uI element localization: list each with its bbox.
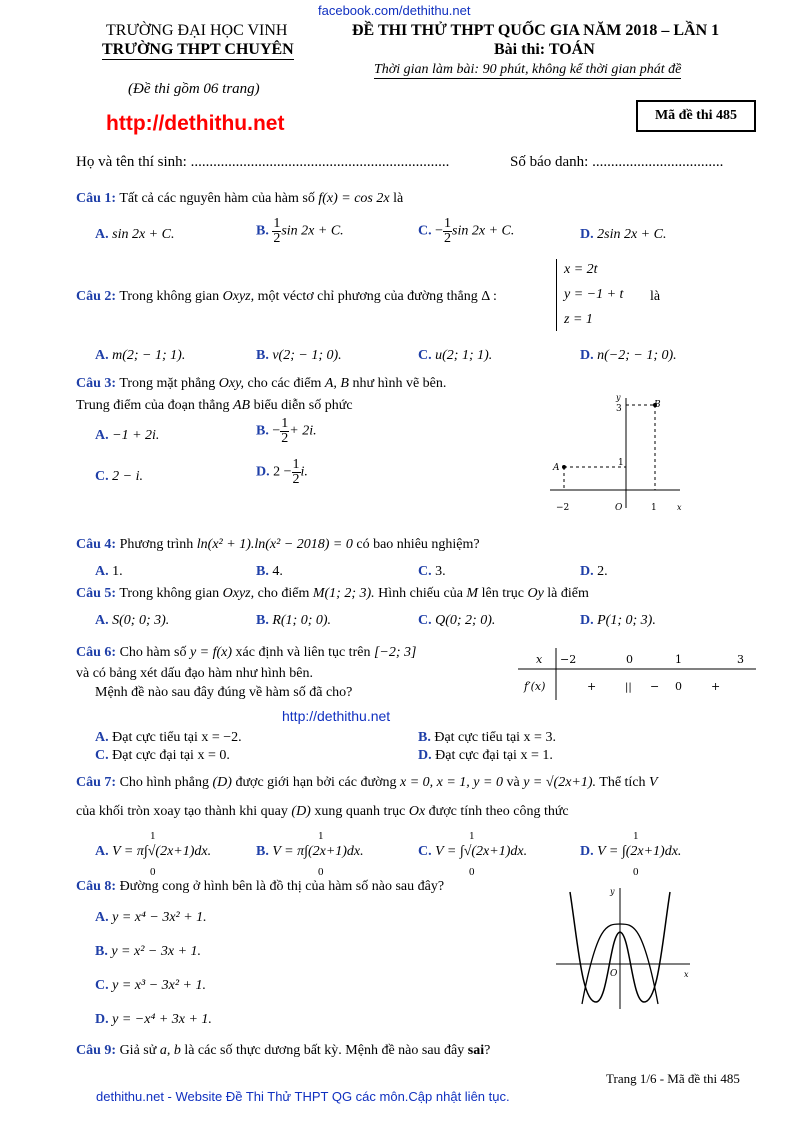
question-7-line2: của khối tròn xoay tạo thành khi quay (D) xung quanh trục Ox được tính theo công thức xyxy=(76,804,569,819)
option-c[interactable]: C. Đạt cực đại tại x = 0. xyxy=(95,748,230,763)
subject: Bài thi: TOÁN xyxy=(494,41,595,58)
option-b[interactable]: B. $\frac{1}{2}$ sin 2x + C. xyxy=(256,216,344,246)
tick-3: 3 xyxy=(616,404,622,414)
question-1: Câu 1: Tất cả các nguyên hàm của hàm số f(x) = cos 2x là xyxy=(76,191,404,206)
integral-lower: 0 xyxy=(318,866,324,878)
tick-1-x: 1 xyxy=(651,503,657,513)
exam-code-box: Mã đề thi 485 xyxy=(636,100,756,132)
option-d[interactable]: D. Đạt cực đại tại x = 1. xyxy=(418,748,553,763)
option-a[interactable]: A. 1. xyxy=(95,564,123,579)
question-8: Câu 8: Đường cong ở hình bên là đồ thị của hàm số nào sau đây? xyxy=(76,879,445,894)
table-v4: 3 xyxy=(737,653,744,666)
q3-coordinate-graph xyxy=(540,390,690,515)
table-x-label: x xyxy=(536,653,543,666)
option-a[interactable]: A. Đạt cực tiểu tại x = −2. xyxy=(95,730,242,745)
sign-1: + xyxy=(587,680,597,693)
integral-lower: 0 xyxy=(469,866,475,878)
option-c[interactable]: C. Q(0; 2; 0). xyxy=(418,613,496,628)
question-label: Câu 1: xyxy=(76,191,117,206)
option-d[interactable]: D. 2 − $\frac{1}{2}$ i. xyxy=(256,457,308,487)
option-d[interactable]: D. P(1; 0; 3). xyxy=(580,613,656,628)
option-b[interactable]: B. y = x² − 3x + 1. xyxy=(95,944,202,959)
y-axis-label: y xyxy=(610,887,615,896)
question-3: Câu 3: Trong mặt phẳng Oxy, cho các điểm A, B như hình vẽ bên. xyxy=(76,376,447,391)
mid-link[interactable]: http://dethithu.net xyxy=(282,708,391,724)
page-number: Trang 1/6 - Mã đề thi 485 xyxy=(606,1071,740,1086)
integral-upper: 1 xyxy=(318,830,324,842)
sign-4: 0 xyxy=(675,680,682,693)
exam-title: ĐỀ THI THỬ THPT QUỐC GIA NĂM 2018 – LẦN 1 xyxy=(352,22,720,39)
option-a[interactable]: A. y = x⁴ − 3x² + 1. xyxy=(95,910,207,925)
option-a[interactable]: A. m(2; − 1; 1). xyxy=(95,348,186,363)
footer-note[interactable]: dethithu.net - Website Đề Thi Thử THPT QG các môn.Cập nhật liên tục. xyxy=(96,1089,510,1104)
question-5: Câu 5: Trong không gian Oxyz, cho điểm M(1; 2; 3). Hình chiếu của M lên trục Oy là điểm xyxy=(76,586,589,601)
pages-note: (Đề thi gồm 06 trang) xyxy=(128,81,260,97)
system-line-2: y = −1 + t xyxy=(564,287,624,302)
option-a[interactable]: A. sin 2x + C. xyxy=(95,227,175,242)
table-v1: −2 xyxy=(560,653,577,666)
system-brace xyxy=(556,259,563,331)
option-c[interactable]: C. − $\frac{1}{2}$ sin 2x + C. xyxy=(418,216,515,246)
student-id-field[interactable]: Số báo danh: ................................... xyxy=(510,154,724,170)
option-a[interactable]: A. −1 + 2i. xyxy=(95,428,160,443)
y-axis-label: y xyxy=(616,393,621,402)
university-name: TRƯỜNG ĐẠI HỌC VINH xyxy=(106,22,288,39)
table-v3: 1 xyxy=(675,653,682,666)
sign-table xyxy=(518,648,758,702)
integral-upper: 1 xyxy=(150,830,156,842)
label-a: A xyxy=(553,463,560,473)
option-b[interactable]: B. − $\frac{1}{2}$ + 2i. xyxy=(256,416,317,446)
school-name: TRƯỜNG THPT CHUYÊN xyxy=(102,41,294,58)
option-c[interactable]: C. y = x³ − 3x² + 1. xyxy=(95,978,207,993)
sign-5: + xyxy=(711,680,721,693)
option-a[interactable]: A. V = π∫√(2x+1)dx. xyxy=(95,844,212,859)
student-name-field[interactable]: Họ và tên thí sinh: ..................................................................... xyxy=(76,154,450,170)
option-d[interactable]: D. V = ∫(2x+1)dx. xyxy=(580,844,682,859)
integral-upper: 1 xyxy=(633,830,639,842)
option-b[interactable]: B. Đạt cực tiểu tại x = 3. xyxy=(418,730,556,745)
option-b[interactable]: B. V = π∫(2x+1)dx. xyxy=(256,844,364,859)
question-7: Câu 7: Cho hình phẳng (D) được giới hạn bởi các đường x = 0, x = 1, y = 0 và y = √(2x+1). Thể tích V xyxy=(76,775,658,790)
option-b[interactable]: B. v(2; − 1; 0). xyxy=(256,348,342,363)
point-a xyxy=(562,465,566,469)
option-d[interactable]: D. y = −x⁴ + 3x + 1. xyxy=(95,1012,212,1027)
site-link[interactable]: http://dethithu.net xyxy=(106,112,285,135)
integral-lower: 0 xyxy=(150,866,156,878)
question-3-line2: Trung điểm của đoạn thẳng AB biểu diễn số phức xyxy=(76,398,353,413)
sign-2: || xyxy=(625,682,632,693)
option-d[interactable]: D. n(−2; − 1; 0). xyxy=(580,348,677,363)
x-axis-label: x xyxy=(677,503,682,512)
option-d[interactable]: D. 2. xyxy=(580,564,608,579)
label-b: B xyxy=(654,400,661,410)
option-c[interactable]: C. V = ∫√(2x+1)dx. xyxy=(418,844,528,859)
x-axis-label: x xyxy=(684,970,689,979)
option-b[interactable]: B. R(1; 0; 0). xyxy=(256,613,332,628)
table-fp-label: f′(x) xyxy=(524,680,546,693)
option-c[interactable]: C. 2 − i. xyxy=(95,469,143,484)
question-6: Câu 6: Cho hàm số y = f(x) xác định và liên tục trên [−2; 3] xyxy=(76,645,417,660)
time-note: Thời gian làm bài: 90 phút, không kể thời gian phát đề xyxy=(374,62,682,77)
table-v2: 0 xyxy=(626,653,633,666)
question-2: Câu 2: Trong không gian Oxyz, một véctơ chỉ phương của đường thẳng Δ : xyxy=(76,289,497,304)
option-c[interactable]: C. u(2; 1; 1). xyxy=(418,348,493,363)
origin-label: O xyxy=(610,969,618,979)
math: f(x) = cos 2x xyxy=(318,191,390,206)
question-9: Câu 9: Giả sử a, b là các số thực dương bất kỳ. Mệnh đề nào sau đây sai? xyxy=(76,1043,491,1058)
question-6-line3: Mệnh đề nào sau đây đúng về hàm số đã cho? xyxy=(95,685,353,700)
question-6-line2: và có bảng xét dấu đạo hàm như hình bên. xyxy=(76,666,313,681)
system-line-1: x = 2t xyxy=(564,262,598,277)
integral-upper: 1 xyxy=(469,830,475,842)
origin-label: O xyxy=(615,503,623,513)
top-link[interactable]: facebook.com/dethithu.net xyxy=(318,3,471,18)
q2-tail: là xyxy=(650,289,661,304)
tick-1-y: 1 xyxy=(618,458,624,468)
integral-lower: 0 xyxy=(633,866,639,878)
option-c[interactable]: C. 3. xyxy=(418,564,446,579)
question-4: Câu 4: Phương trình ln(x² + 1).ln(x² − 2018) = 0 có bao nhiêu nghiệm? xyxy=(76,537,480,552)
option-a[interactable]: A. S(0; 0; 3). xyxy=(95,613,170,628)
option-b[interactable]: B. 4. xyxy=(256,564,283,579)
sign-3: − xyxy=(650,680,660,693)
tick-neg2: −2 xyxy=(556,503,570,513)
option-d[interactable]: D. 2sin 2x + C. xyxy=(580,227,667,242)
q8-curve-graph xyxy=(552,884,694,1014)
system-line-3: z = 1 xyxy=(564,312,593,327)
